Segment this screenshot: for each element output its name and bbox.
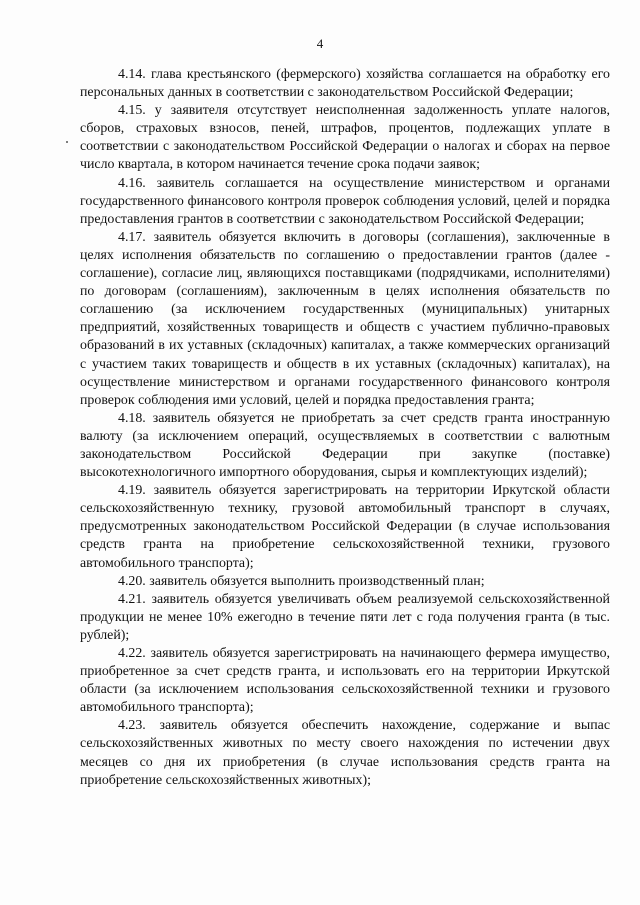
paragraph-4-17: 4.17. заявитель обязуется включить в договоры (соглашения), заключенные в целях исполнения обязательств по соглашению о предоставлении грантов (далее - соглашение), согласие лиц, являющихся поставщиками (подрядчиками, исполнителями) по договорам (соглашениям), заключенным в целях исполнения обязательств по соглашению (за исключением государственных (муниципальных) унитарных предприятий, хозяйственных товариществ и обществ с участием публично-правовых образований в их уставных (складочных) капиталах, а также коммерческих организаций с участием таких товариществ и обществ в их уставных (складочных) капиталах), на осуществление министерством и органами государственного финансового контроля проверок соблюдения ими условий, целей и порядка предоставления гранта; — [80, 229, 610, 408]
paragraph-4-16: 4.16. заявитель соглашается на осуществление министерством и органами государственного финансового контроля проверок соблюдения условий, целей и порядка предоставления грантов в соответствии с законодательством Российской Федерации; — [80, 175, 610, 227]
paragraph-4-21: 4.21. заявитель обязуется увеличивать объем реализуемой сельскохозяйственной продукции не менее 10% ежегодно в течение пяти лет с года получения гранта (в тыс. рублей); — [80, 591, 610, 643]
scan-speck — [66, 141, 68, 143]
paragraph-4-20: 4.20. заявитель обязуется выполнить производственный план; — [118, 573, 485, 589]
paragraph-4-18: 4.18. заявитель обязуется не приобретать за счет средств гранта иностранную валюту (за исключением операций, осуществляемых в соответствии с валютным законодательством Российской Федерации при закупке (поставке) высокотехнологичного импортного оборудования, сырья и комплектующих изделий); — [80, 410, 610, 481]
paragraph-4-23: 4.23. заявитель обязуется обеспечить нахождение, содержание и выпас сельскохозяйственных животных по месту своего нахождения по истечении двух месяцев со дня их приобретения (в случае использования средств гранта на приобретение сельскохозяйственных животных); — [80, 718, 610, 788]
paragraph-4-14: 4.14. глава крестьянского (фермерского) хозяйства соглашается на обработку его персональных данных в соответствии с законодательством Российской Федерации; — [80, 67, 610, 101]
page-number: 4 — [316, 36, 324, 51]
document-body — [80, 66, 610, 790]
paragraph-4-22: 4.22. заявитель обязуется зарегистрировать на начинающего фермера имущество, приобретенное за счет средств гранта, и использовать его на территории Иркутской области (за исключением использования сельскохозяйственной техники и грузового автомобильного транспорта); — [80, 646, 610, 716]
paragraph-4-19: 4.19. заявитель обязуется зарегистрировать на территории Иркутской области сельскохозяйственную технику, грузовой автомобильный транспорт в случаях, предусмотренных законодательством Российской Федерации (в случае использования средств гранта на приобретение сельскохозяйственной техники, грузового автомобильного транспорта); — [80, 483, 610, 571]
paragraph-4-15: 4.15. у заявителя отсутствует неисполненная задолженность уплате налогов, сборов, страховых взносов, пеней, штрафов, процентов, подлежащих уплате в соответствии с законодательством Российской Федерации о налогах и сборах на первое число квартала, в котором начинается течение срока подачи заявок; — [80, 103, 610, 173]
